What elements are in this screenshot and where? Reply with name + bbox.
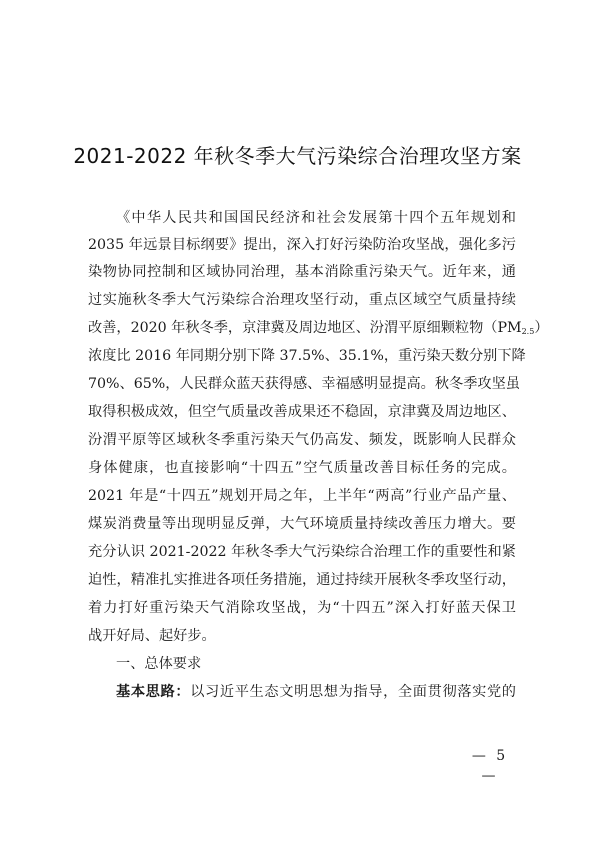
paragraph-line: 2021 年是“十四五”规划开局之年，上半年“两高”行业产品产量、 — [88, 488, 516, 504]
page-number: — 5 — — [471, 748, 509, 784]
paragraph-line: 汾渭平原等区域秋冬季重污染天气仍高发、频发，既影响人民群众 — [88, 432, 516, 448]
paragraph-line: 取得积极成效，但空气质量改善成果还不稳固，京津冀及周边地区、 — [88, 404, 516, 420]
bold-label: 基本思路： — [116, 684, 191, 700]
paragraph-line: 《中华人民共和国国民经济和社会发展第十四个五年规划和 — [116, 210, 516, 226]
paragraph-line — [88, 680, 516, 704]
paragraph-line: 迫性，精准扎实推进各项任务措施，通过持续开展秋冬季攻坚行动， — [88, 572, 516, 588]
paragraph-line: 身体健康，也直接影响“十四五”空气质量改善目标任务的完成。 — [88, 460, 516, 476]
line-text: 以习近平生态文明思想为指导，全面贯彻落实党的 — [190, 684, 516, 700]
pm-subscript: 2.5 — [521, 327, 535, 336]
paragraph-line: 着力打好重污染天气消除攻坚战，为“十四五”深入打好蓝天保卫 — [88, 600, 516, 616]
paragraph-line: 2035 年远景目标纲要》提出，深入打好污染防治攻坚战，强化多污 — [88, 237, 516, 253]
paragraph-line: 70%、65%，人民群众蓝天获得感、幸福感明显提高。秋冬季攻坚虽 — [88, 376, 520, 392]
paragraph-line: 煤炭消费量等出现明显反弹，大气环境质量持续改善压力增大。要 — [88, 516, 516, 532]
paragraph-line: 充分认识 2021-2022 年秋冬季大气污染综合治理工作的重要性和紧 — [88, 544, 516, 560]
section-heading: 一、总体要求 — [116, 656, 202, 672]
document-title: 2021-2022 年秋冬季大气污染综合治理攻坚方案 — [73, 144, 522, 168]
paragraph-line: 过实施秋冬季大气污染综合治理攻坚行动，重点区域空气质量持续 — [88, 292, 516, 308]
paragraph-line: 战开好局、起好步。 — [88, 628, 216, 644]
paragraph-line — [88, 316, 549, 340]
line-text: ） — [534, 320, 549, 336]
line-text: 改善，2020 年秋冬季，京津冀及周边地区、汾渭平原细颗粒物（PM — [88, 320, 522, 336]
paragraph-line: 浓度比 2016 年同期分别下降 37.5%、35.1%，重污染天数分别下降 — [88, 348, 526, 364]
paragraph-line: 染物协同控制和区域协同治理，基本消除重污染天气。近年来，通 — [88, 264, 516, 280]
